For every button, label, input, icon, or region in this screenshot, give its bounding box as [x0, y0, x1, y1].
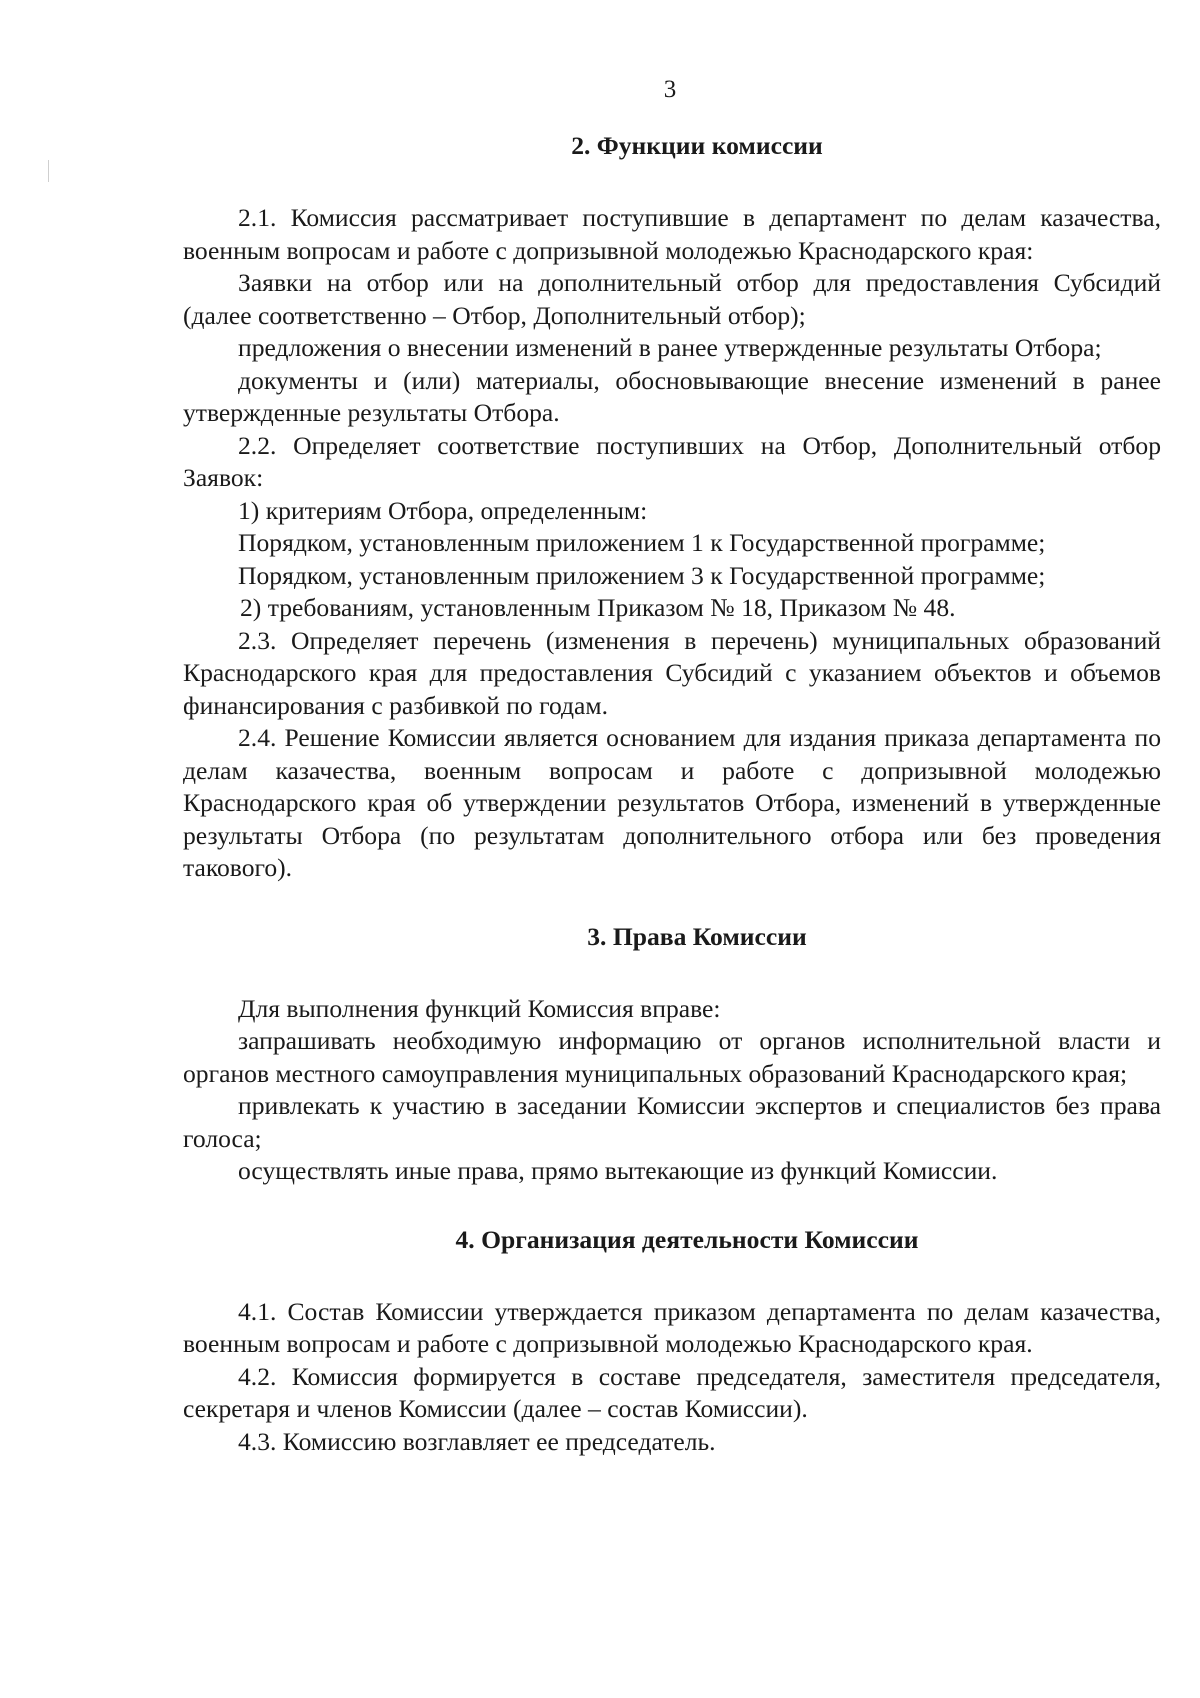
paragraph: предложения о внесении изменений в ранее утвержденные результаты Отбора; — [238, 333, 1102, 362]
paragraph: 1) критериям Отбора, определенным: — [238, 495, 648, 525]
paragraph: Заявки на отбор или на дополнительный отбор для предоставления Субсидий (далее соответственно – Отбор, Дополнительный отбор); — [183, 268, 1161, 330]
paragraph: 4.3. Комиссию возглавляет ее председатель. — [238, 1426, 716, 1456]
paragraph: запрашивать необходимую информацию от органов исполнительной власти и органов местного самоуправления муниципальных образований Краснодарского края; — [183, 1026, 1161, 1088]
section-rights — [183, 921, 1161, 1188]
paragraph: осуществлять иные права, прямо вытекающие из функций Комиссии. — [238, 1156, 998, 1185]
paragraph: Для выполнения функций Комиссия вправе: — [238, 993, 721, 1023]
section-title-functions: 2. Функции комиссии — [571, 131, 823, 160]
paragraph: 2.1. Комиссия рассматривает поступившие в департамент по делам казачества, военным вопросам и работе с допризывной молодежью Краснодарского края: — [183, 203, 1161, 265]
paragraph: 2.4. Решение Комиссии является основанием для издания приказа департамента по делам казачества, военным вопросам и работе с допризывной молодежью Краснодарского края об утверждении результатов Отбора, изменений в утвержденные результаты Отбора (по результатам дополнительного отбора или без проведения такового). — [183, 723, 1161, 882]
section-title-rights: 3. Права Комиссии — [587, 921, 807, 951]
paragraph: привлекать к участию в заседании Комиссии экспертов и специалистов без права голоса; — [183, 1091, 1161, 1153]
paragraph: документы и (или) материалы, обосновывающие внесение изменений в ранее утвержденные результаты Отбора. — [183, 365, 1161, 427]
scan-artifact — [48, 160, 49, 182]
paragraph: Порядком, установленным приложением 1 к Государственной программе; — [238, 528, 1046, 557]
paragraph: 2.2. Определяет соответствие поступивших на Отбор, Дополнительный отбор Заявок: — [183, 430, 1161, 492]
page-number: 3 — [663, 76, 677, 103]
paragraph: 2) требованиям, установленным Приказом № 18, Приказом № 48. — [240, 593, 956, 622]
paragraph: 2.3. Определяет перечень (изменения в перечень) муниципальных образований Краснодарского края для предоставления Субсидий с указанием объектов и объемов финансирования с разбивкой по годам. — [183, 625, 1161, 720]
section-organization — [183, 1224, 1161, 1459]
paragraph: 4.2. Комиссия формируется в составе председателя, заместителя председателя, секретаря и членов Комиссии (далее – состав Комиссии). — [183, 1361, 1161, 1423]
section-title-organization: 4. Организация деятельности Комиссии — [455, 1224, 919, 1254]
section-functions — [183, 130, 1161, 885]
paragraph: 4.1. Состав Комиссии утверждается приказом департамента по делам казачества, военным вопросам и работе с допризывной молодежью Краснодарского края. — [183, 1296, 1161, 1358]
document-body — [183, 130, 1161, 1458]
paragraph: Порядком, установленным приложением 3 к Государственной программе; — [238, 560, 1046, 590]
